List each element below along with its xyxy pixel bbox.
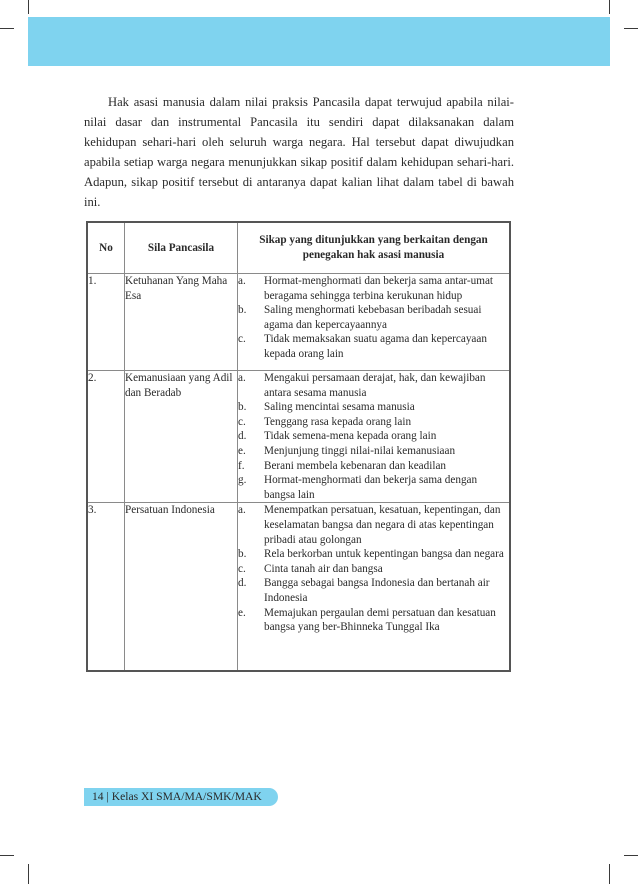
sikap-table: [86, 221, 511, 672]
list-item: [238, 606, 509, 635]
item-letter: a.: [238, 504, 246, 517]
row-sila: Persatuan Indonesia: [125, 503, 238, 671]
intro-paragraph: Hak asasi manusia dalam nilai praksis Pancasila dapat terwujud apabila nilai-nilai dasar dan instrumental Pancasila itu sendiri dapat dilaksanakan dalam kehidupan sehari-hari oleh seluruh warga negara. Hal tersebut dapat diwujudkan apabila setiap warga negara menunjukkan sikap positif dalam kehidupan sehari-hari. Adapun, sikap positif tersebut di antaranya dapat kalian lihat dalam tabel di bawah ini.: [84, 95, 514, 210]
item-letter: c.: [238, 333, 246, 346]
list-item: [238, 429, 509, 444]
item-text: Hormat-menghormati dan bekerja sama dengan bangsa lain: [264, 474, 478, 501]
list-item: [238, 371, 509, 400]
item-text: Bangga sebagai bangsa Indonesia dan bertanah air Indonesia: [264, 577, 490, 604]
list-item: [238, 415, 509, 430]
crop-mark-bottom-left-h: [0, 855, 14, 856]
item-letter: a.: [238, 275, 246, 287]
crop-mark-top-right-h: [624, 28, 638, 29]
row-sila: Ketuhanan Yang Maha Esa: [125, 274, 238, 371]
item-letter: b.: [238, 548, 247, 561]
row-sila: Kemanusiaan yang Adil dan Beradab: [125, 371, 238, 503]
item-letter: c.: [238, 562, 246, 575]
header-sikap: Sikap yang ditunjukkan yang berkaitan dengan penegakan hak asasi manusia: [238, 222, 511, 274]
item-text: Cinta tanah air dan bangsa: [264, 562, 383, 575]
sikap-list: [238, 274, 509, 362]
item-letter: b.: [238, 304, 247, 317]
item-text: Saling menghormati kebebasan beribadah sesuai agama dan kepercayaannya: [264, 304, 482, 331]
item-letter: d.: [238, 430, 247, 443]
table-row: [87, 503, 510, 671]
item-letter: d.: [238, 577, 247, 590]
list-item: [238, 303, 509, 332]
item-letter: c.: [238, 415, 246, 428]
item-text: Berani membela kebenaran dan keadilan: [264, 459, 447, 472]
list-item: [238, 576, 509, 605]
item-text: Rela berkorban untuk kepentingan bangsa dan negara: [264, 548, 504, 561]
sikap-list: [238, 371, 509, 502]
crop-mark-bottom-left-v: [28, 864, 29, 884]
item-letter: e.: [238, 606, 246, 619]
list-item: [238, 332, 509, 361]
row-no: 2.: [87, 371, 125, 503]
item-text: Menjunjung tinggi nilai-nilai kemanusiaan: [264, 444, 456, 457]
header-band: [28, 17, 610, 66]
crop-mark-top-left-v: [28, 0, 29, 14]
item-letter: g.: [238, 474, 247, 487]
item-text: Mengakui persamaan derajat, hak, dan kewajiban antara sesama manusia: [264, 372, 486, 399]
row-sikap: [238, 371, 511, 503]
crop-mark-top-right-v: [609, 0, 610, 14]
table-row: [87, 274, 510, 371]
list-item: [238, 473, 509, 502]
table-row: [87, 371, 510, 503]
item-letter: b.: [238, 401, 247, 414]
header-no: No: [87, 222, 125, 274]
list-item: [238, 547, 509, 562]
item-text: Saling mencintai sesama manusia: [264, 401, 415, 414]
crop-mark-bottom-right-h: [624, 855, 638, 856]
item-text: Tidak memaksakan suatu agama dan kepercayaan kepada orang lain: [264, 333, 487, 360]
row-no: 3.: [87, 503, 125, 671]
row-sikap: [238, 503, 511, 671]
sikap-list: [238, 503, 509, 634]
item-letter: f.: [238, 459, 245, 472]
page-footer: 14 | Kelas XI SMA/MA/SMK/MAK: [84, 788, 278, 806]
item-text: Tidak semena-mena kepada orang lain: [264, 430, 437, 443]
list-item: [238, 459, 509, 474]
list-item: [238, 562, 509, 577]
crop-mark-top-left-h: [0, 28, 14, 29]
table-header-row: [87, 222, 510, 274]
row-no: 1.: [87, 274, 125, 371]
item-text: Tenggang rasa kepada orang lain: [264, 415, 412, 428]
list-item: [238, 503, 509, 547]
header-sila: Sila Pancasila: [125, 222, 238, 274]
intro-paragraph-block: [84, 92, 514, 213]
item-letter: a.: [238, 372, 246, 384]
item-text: Memajukan pergaulan demi persatuan dan kesatuan bangsa yang ber-Bhinneka Tunggal Ika: [264, 606, 496, 634]
item-letter: e.: [238, 444, 246, 457]
item-text: Menempatkan persatuan, kesatuan, kepentingan, dan keselamatan bangsa dan negara di atas kepentingan pribadi atau golongan: [264, 504, 501, 546]
item-text: Hormat-menghormati dan bekerja sama antar-umat beragama sehingga terbina kerukunan hidup: [264, 275, 494, 302]
list-item: [238, 444, 509, 459]
row-sikap: [238, 274, 511, 371]
list-item: [238, 274, 509, 303]
list-item: [238, 400, 509, 415]
crop-mark-bottom-right-v: [609, 864, 610, 884]
